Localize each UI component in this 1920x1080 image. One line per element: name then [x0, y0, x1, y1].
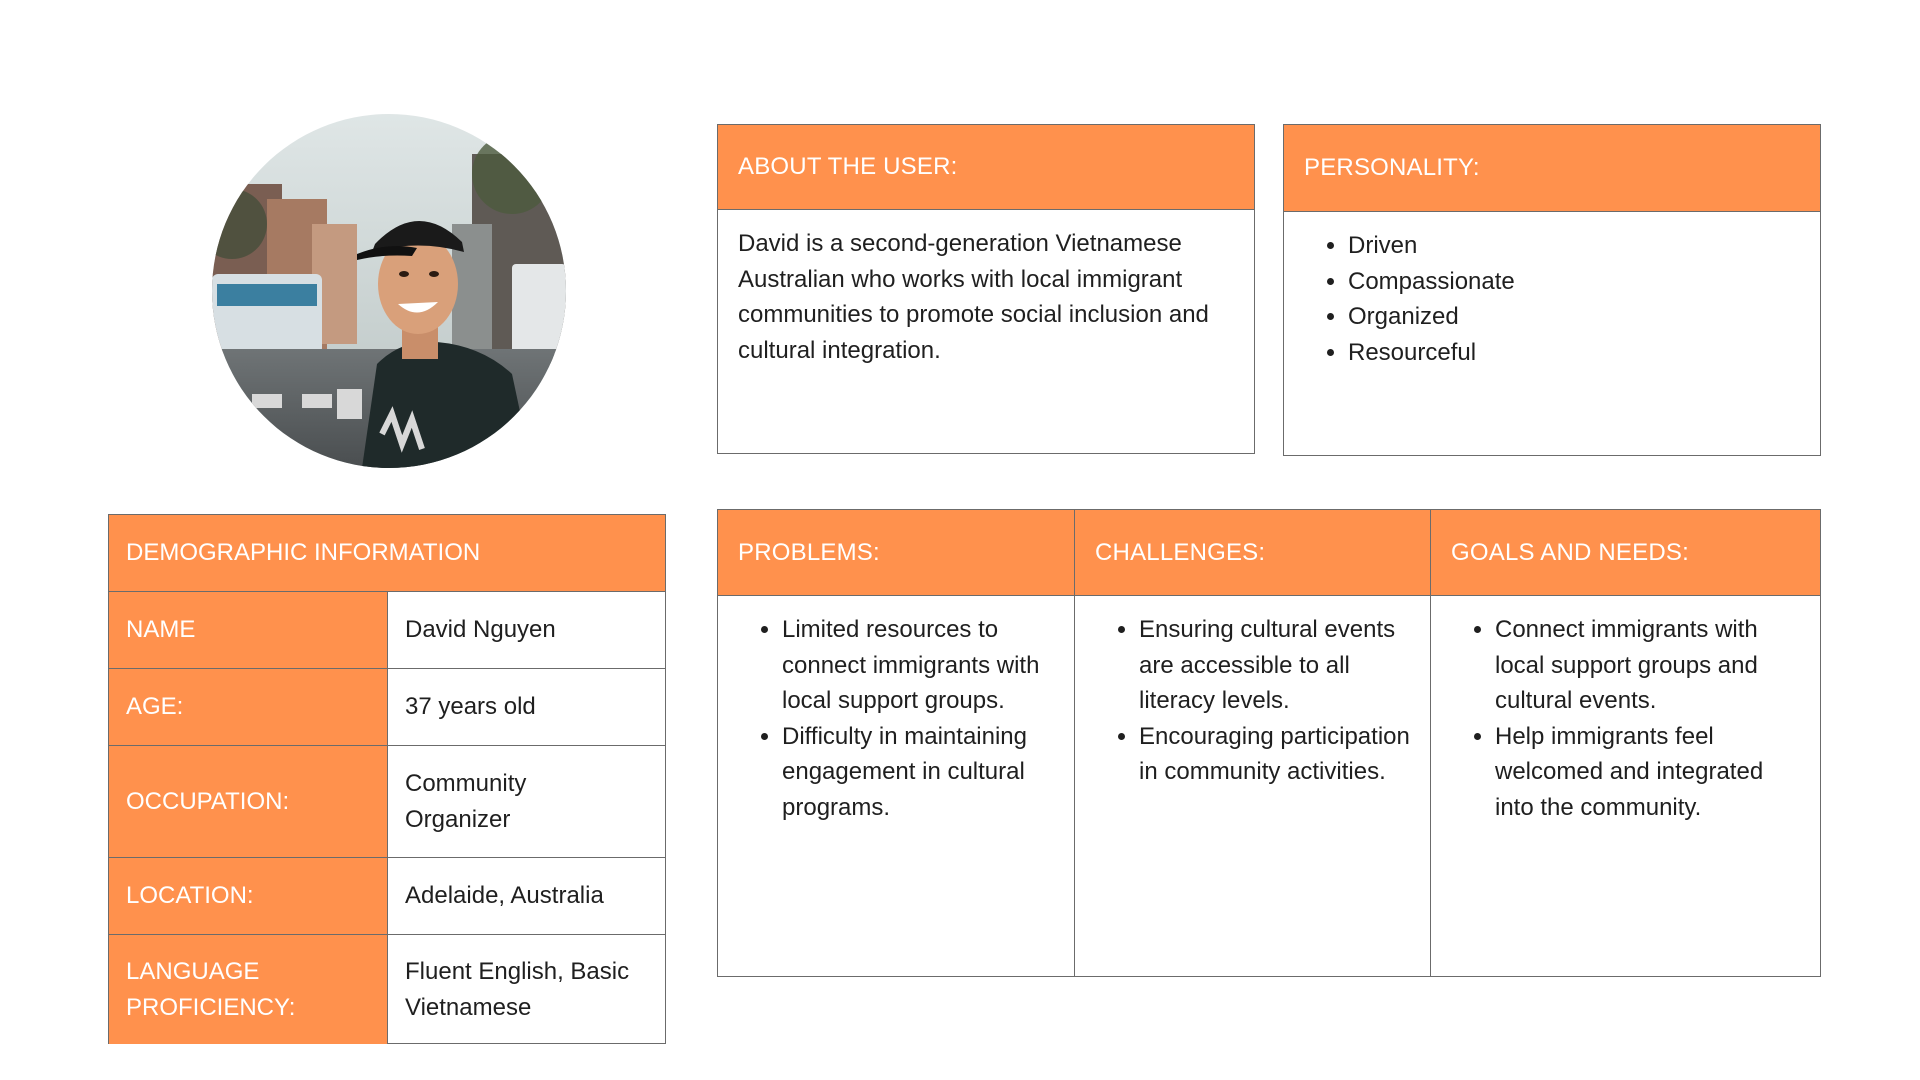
row-value: Community Organizer	[405, 770, 527, 833]
list-item: • Help immigrants feel welcomed and integrated into the community.	[1495, 719, 1790, 826]
list-item: • Ensuring cultural events are accessible to all literacy levels.	[1139, 612, 1420, 719]
list-item: • Resourceful	[1348, 335, 1800, 371]
problems-body	[718, 596, 1074, 825]
personality-heading: PERSONALITY:	[1284, 125, 1820, 212]
row-value: Fluent English, Basic Vietnamese	[405, 958, 630, 1021]
about-user-text: David is a second-generation Vietnamese Australian who works with local immigrant communities to promote social inclusion and cultural integration.	[738, 230, 1209, 364]
personality-card	[1283, 124, 1821, 456]
problems-challenges-goals	[717, 509, 1821, 977]
challenges-column	[1074, 510, 1430, 976]
goals-body	[1431, 596, 1820, 825]
list-item: • Organized	[1348, 299, 1800, 335]
table-row	[109, 746, 665, 858]
table-row	[109, 858, 665, 935]
row-label: AGE:	[109, 669, 388, 745]
demographic-heading: DEMOGRAPHIC INFORMATION	[109, 515, 665, 592]
goals-heading: GOALS AND NEEDS:	[1431, 510, 1820, 596]
avatar	[212, 114, 566, 468]
about-user-card	[717, 124, 1255, 454]
list-item: • Limited resources to connect immigrants with local support groups.	[782, 612, 1064, 719]
personality-list	[1304, 228, 1800, 370]
goals-column	[1430, 510, 1820, 976]
list-item: • Encouraging participation in community activities.	[1139, 719, 1420, 790]
row-label: LOCATION:	[109, 858, 388, 934]
challenges-list	[1095, 612, 1420, 790]
problems-heading: PROBLEMS:	[718, 510, 1074, 596]
row-label: NAME	[109, 592, 388, 668]
table-row	[109, 592, 665, 669]
problems-list	[738, 612, 1064, 825]
challenges-body	[1075, 596, 1430, 790]
demographic-table	[108, 514, 666, 1044]
row-value: David Nguyen	[405, 616, 556, 644]
row-label: LANGUAGE PROFICIENCY:	[109, 935, 388, 1044]
about-user-heading: ABOUT THE USER:	[718, 125, 1254, 210]
list-item: • Difficulty in maintaining engagement in cultural programs.	[782, 719, 1064, 826]
list-item: • Compassionate	[1348, 264, 1800, 300]
user-photo-icon	[212, 114, 566, 468]
personality-body	[1284, 212, 1820, 370]
goals-list	[1451, 612, 1790, 825]
list-item: • Driven	[1348, 228, 1800, 264]
challenges-heading: CHALLENGES:	[1075, 510, 1430, 596]
row-value: Adelaide, Australia	[405, 882, 604, 910]
row-value: 37 years old	[405, 693, 536, 721]
list-item: • Connect immigrants with local support groups and cultural events.	[1495, 612, 1790, 719]
table-row	[109, 669, 665, 746]
row-label: OCCUPATION:	[109, 746, 388, 857]
table-row	[109, 935, 665, 1044]
problems-column	[718, 510, 1074, 976]
